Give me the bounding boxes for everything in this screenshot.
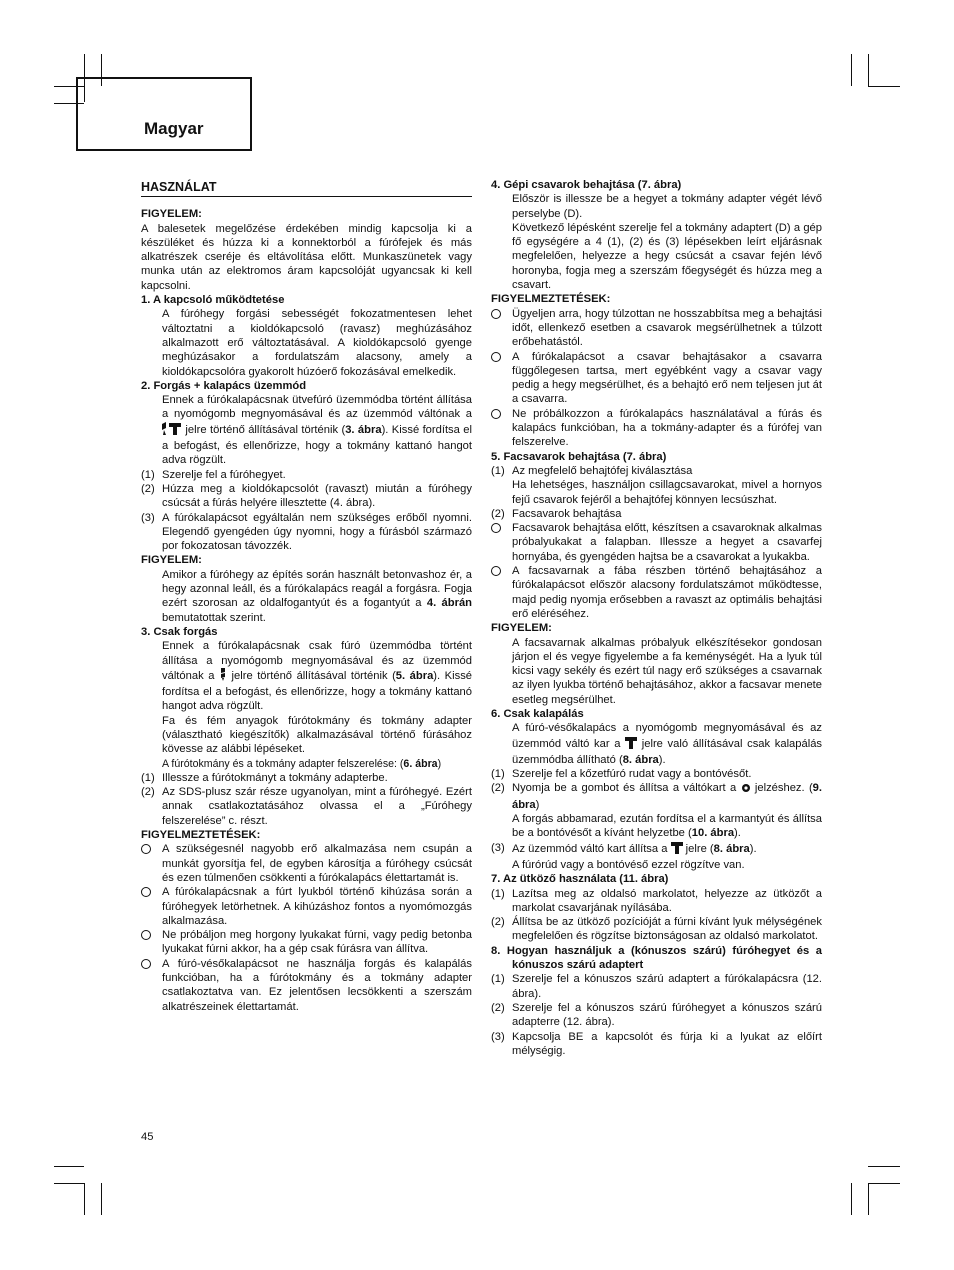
step-4-text: Először is illessze be a hegyet a tokmány adapter végét lévő perselybe (D).: [512, 193, 822, 220]
list-item: (2) Szerelje fel a kónuszos szárú fúróhegyet a kónuszos szárú adapterre (12. ábra).: [491, 1001, 822, 1029]
warning-title: FIGYELMEZTETÉSEK:: [141, 829, 261, 842]
list-item: (2) Húzza meg a kioldókapcsolót (ravaszt) miután a fúróhegy csúcsát a fúrás helyére illesztette (4. ábra).: [141, 482, 472, 510]
warning-text: A facsavarnak alkalmas próbalyuk elkészítésekor gondosan járjon el és vegye figyelembe a fa keménységét. Ha a lyuk túl kicsi vagy sekély és ezért túl nagy erő szükséges a csavarnak az ilyen lyukba történő behajtásához, akkor a facsavar menete esetleg megsérülhet.: [512, 636, 822, 706]
section-title: HASZNÁLAT: [141, 180, 472, 197]
bullet-item: A szükségesnél nagyobb erő alkalmazása nem csupán a munkát gyorsítja fel, de egyben károsítja a fúróhegy csúcsát és ezen túlmenően csökkenti a fúrókalapács élettartamát is.: [141, 842, 472, 885]
step-6-text: A fúró-vésőkalapács a nyomógomb megnyomásával és az üzemmód váltó kar a jelre való állításával csak kalapálás üzemmódba állítható (8. ábra).: [512, 722, 823, 766]
warning-text: A balesetek megelőzése érdekében mindig kapcsolja ki a készüléket és húzza ki a konnektorból a fúrófejek és más alkatrészek cseréje és eltávolítása előtt. Munkaszünetek vagy munka után az elektromos áram kapcsolóját ugyancsak ki kell kapcsolni.: [141, 222, 472, 292]
crop-mark: [868, 1183, 900, 1184]
bullet-item: A fúrókalapácsnak a fúrt lyukból történő kihúzása során a fúróhegyek letörhetnek. A kihúzáshoz fontos a nyomómozgás alkalmazása.: [141, 885, 472, 928]
list-item-body: Ha lehetséges, használjon csillagcsavarokat, mivel a hornyos fejű csavarok fejéről a behajtófej könnyen lecsúszhat.: [512, 479, 822, 506]
list-item: (2) Az SDS-plusz szár része ugyanolyan, mint a fúróhegyé. Ezért annak csatlakoztatásához olvassa el a „Fúróhegy felszerelése” c. részt.: [141, 786, 472, 827]
list-item-body: A forgás abbamarad, ezután fordítsa el a karmantyút és állítsa be a bontóvésőt a kívánt helyzetbe (10. ábra).: [512, 813, 822, 840]
list-item: (3) Az üzemmód váltó kart állítsa a jelre (8. ábra).: [491, 841, 822, 858]
bullet-item: Ne próbáljon meg horgony lyukakat fúrni, vagy pedig betonba lyukakat fúrni akkor, ha a gép csak fúrásra van állítva.: [141, 928, 472, 957]
bullet-circle-icon: [141, 887, 151, 897]
crop-mark: [868, 1166, 900, 1167]
step-8-title: 8. Hogyan használjuk a (kónuszos szárú) fúróhegyet és a kónuszos szárú adaptert: [491, 944, 822, 972]
step-5-title: 5. Facsavarok behajtása (7. ábra): [491, 450, 667, 463]
bullet-item: Ne próbálkozzon a fúrókalapács használatával a fúrás és kalapács funkcióban, ha a tokmány-adapter és a fúrófej van felszerelve.: [491, 407, 822, 450]
step-3-title: 3. Csak forgás: [141, 625, 218, 638]
bullet-item: A facsavarnak a fába részben történő behajtásához a fúrókalapácsot először alacsony fordulatszámot működtesse, majd pedig nyomja erősebben a ravaszt az optimális behajtási erő eléréséhez.: [491, 564, 822, 621]
language-box: [76, 77, 252, 151]
crop-mark: [101, 1183, 102, 1215]
bullet-circle-icon: [491, 409, 501, 419]
step-3-text: A fúrótokmány és a tokmány adapter felszerelése: (6. ábra): [162, 757, 442, 770]
left-column: [141, 180, 472, 1014]
list-item: (1) Szerelje fel a kőzetfúró rudat vagy a bontóvésőt.: [491, 768, 752, 781]
list-item: (2) Állítsa be az ütköző pozícióját a fúrni kívánt lyuk mélységének megfelelően és rögzítse biztonságosan az oldalsó markolatot.: [491, 916, 822, 943]
bullet-circle-icon: [141, 930, 151, 940]
list-item: (1) Szerelje fel a fúróhegyet.: [141, 468, 286, 481]
step-2-title: 2. Forgás + kalapács üzemmód: [141, 379, 307, 392]
list-item: (3) Kapcsolja BE a kapcsolót és fúrja ki a lyukat az előírt mélységig.: [491, 1030, 822, 1057]
warning-title: FIGYELEM:: [141, 554, 202, 567]
bullet-circle-icon: [491, 523, 501, 533]
list-item: (1) Az megfelelő behajtófej kiválasztása: [491, 464, 693, 477]
drill-bit-icon: [219, 668, 227, 685]
step-1-text: A fúróhegy forgási sebességét fokozatmentesen lehet változtatni a kioldókapcsoló (ravasz) meghúzásához alkalmazott erő változtatásával. A kioldókapcsoló gyenge meghúzásakor a fordulatszám alacsony, amely a kioldókapcsolóra gyakorolt húzóerő fokozásával emelkedik.: [162, 308, 472, 378]
gear-icon: [741, 783, 751, 797]
bullet-circle-icon: [491, 566, 501, 576]
crop-mark: [84, 1183, 85, 1215]
list-item: (2) Facsavarok behajtása: [491, 507, 622, 520]
step-2-text: Ennek a fúrókalapácsnak ütvefúró üzemmódba történt állítása a nyomógomb megnyomásával és az üzemmód váltónak a jelre történő állításával történik (3. ábra). Kissé fordítsa el a befogást, és ellenőrizze, hogy a tokmány kattanó hangot adva rögzült.: [162, 394, 472, 467]
language-title: Magyar: [144, 119, 204, 138]
crop-mark: [54, 1166, 84, 1167]
step-4-text: Következő lépésként szerelje fel a tokmány adaptert (D) a gép fő egységére a 4 (1), (2) és (3) lépésekben leírt eljárásnak megfelelően, helyezze a hegy csúcsát a csavar fején lévő horonyba, fogja meg a szerszám főegységét és húzza meg a csavart.: [512, 221, 822, 292]
crop-mark: [868, 1183, 869, 1215]
crop-mark: [868, 54, 869, 86]
list-item: (1) Lazítsa meg az oldalsó markolatot, helyezze az ütközőt a markolat csavarjának nyílásába.: [491, 887, 822, 914]
warning-title: FIGYELEM:: [141, 208, 202, 221]
crop-mark: [868, 86, 900, 87]
step-7-title: 7. Az ütköző használata (11. ábra): [491, 873, 669, 886]
step-1-title: 1. A kapcsoló működtetése: [141, 294, 285, 307]
list-item: (1) Illessze a fúrótokmányt a tokmány adapterbe.: [141, 771, 388, 784]
hammer-icon: [625, 736, 637, 753]
warning-title: FIGYELMEZTETÉSEK:: [491, 293, 611, 306]
hammer-icon: [671, 841, 683, 858]
bullet-item: A fúró-vésőkalapácsot ne használja forgás és kalapálás funkcióban, ha a fúrótokmány és a tokmány adapter csatlakoztatva van. Ez jelentősen lecsökkenti a szerszám alkatrészeinek élettartamát.: [141, 957, 472, 1014]
warning-text: Amikor a fúróhegy az építés során használt betonvashoz ér, a hegy azonnal leáll, és a fúrókalapács reagál a forgásra. Fogja ezért szorosan az oldalfogantyút és a fogantyút a 4. ábrán bemutatottak szerint.: [162, 568, 473, 624]
list-item: (2) Nyomja be a gombot és állítsa a váltókart a jelzéshez. (9. ábra): [491, 782, 823, 811]
crop-mark: [54, 1183, 84, 1184]
bullet-item: A fúrókalapácsot a csavar behajtásakor a csavarra függőlegesen tartsa, mert egyébként vagy a csavar vagy pedig a hegy megsérülhet, és a behajtó erő nem teljesen jut át a csavarra.: [491, 350, 822, 407]
page-number: 45: [141, 1131, 154, 1143]
list-item: (3) A fúrókalapácsot egyáltalán nem szükséges erőből nyomni. Elegendő gyengéden úgy nyomni, hogy a fúrásból származó por fokozatosan távozzék.: [141, 511, 472, 553]
bullet-circle-icon: [491, 352, 501, 362]
step-4-title: 4. Gépi csavarok behajtása (7. ábra): [491, 179, 682, 191]
list-item-body: A fúrórúd vagy a bontóvéső ezzel rögzítve van.: [512, 858, 745, 871]
crop-mark: [851, 54, 852, 86]
bullet-circle-icon: [491, 309, 501, 319]
step-6-title: 6. Csak kalapálás: [491, 707, 584, 720]
rotation-hammer-icon: [162, 422, 182, 439]
bullet-circle-icon: [141, 959, 151, 969]
bullet-item: Facsavarok behajtása előtt, készítsen a csavaroknak alkalmas próbalyukakat a falapban. Illessze a hegyet a csavarfej hornyába, és gyengéden hajtsa be a csavarokat a lyukakba.: [491, 521, 822, 564]
crop-mark: [851, 1183, 852, 1215]
bullet-item: Ügyeljen arra, hogy túlzottan ne hosszabbítsa meg a behajtási időt, ellenkező esetben a csavarok megsérülhetnek a túlzott erőbehatástól.: [491, 307, 822, 350]
step-3-text: Ennek a fúrókalapácsnak csak fúró üzemmódba történt állítása a nyomógomb megnyomásával és az üzemmód váltónak a jelre történő állításával történik (5. ábra). Kissé fordítsa el a befogást, és ellenőrizze, hogy a tokmány kattanó hangot adva rögzült.: [162, 640, 473, 713]
bullet-circle-icon: [141, 844, 151, 854]
list-item: (1) Szerelje fel a kónuszos szárú adaptert a fúrókalapácsra (12. ábra).: [491, 973, 822, 1000]
step-3-text: Fa és fém anyagok fúrótokmány és tokmány adapter (választható kiegészítők) alkalmazásával történő fúrásához kövesse az alábbi lépéseket.: [162, 714, 472, 756]
warning-title: FIGYELEM:: [491, 622, 552, 635]
right-column: [491, 178, 822, 1058]
